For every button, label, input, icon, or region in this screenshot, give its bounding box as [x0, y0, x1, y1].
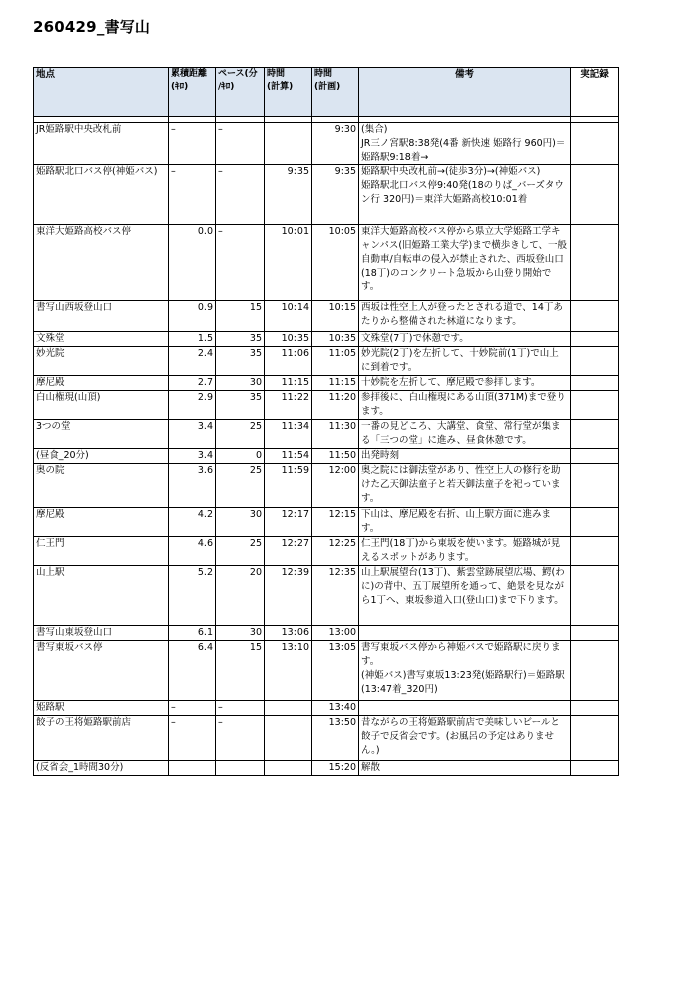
cell-time-planned: 11:30 [312, 420, 359, 449]
cell-actual-record [571, 701, 619, 716]
cell-actual-record [571, 301, 619, 332]
cell-place: 東洋大姫路高校バス停 [34, 225, 169, 301]
cell-actual-record [571, 761, 619, 776]
cell-distance: 0.9 [169, 301, 216, 332]
table-row [34, 641, 619, 701]
header-pace: ペース(分 /ｷﾛ) [216, 68, 265, 117]
cell-time-calculated [265, 761, 312, 776]
table-row [34, 301, 619, 332]
cell-notes: 一番の見どころ、大講堂、食堂、常行堂が集まる「三つの堂」に進み、昼食休憩です。 [359, 420, 571, 449]
cell-pace: 15 [216, 641, 265, 701]
cell-distance: 3.6 [169, 464, 216, 508]
cell-notes: 山上駅展望台(13丁)、紫雲堂跡展望広場、鰐(わに)の背中、五丁展望所を通って、絶景を見ながら1丁へ、東坂参道入口(登山口)まで下ります。 [359, 566, 571, 626]
cell-actual-record [571, 225, 619, 301]
table-row [34, 449, 619, 464]
cell-place: 仁王門 [34, 537, 169, 566]
document-title: 260429_書写山 [33, 18, 151, 36]
cell-time-calculated: 12:39 [265, 566, 312, 626]
cell-time-planned: 13:50 [312, 716, 359, 761]
cell-distance: 3.4 [169, 420, 216, 449]
cell-actual-record [571, 537, 619, 566]
table-row [34, 225, 619, 301]
cell-actual-record [571, 332, 619, 347]
cell-distance: 3.4 [169, 449, 216, 464]
cell-actual-record [571, 123, 619, 165]
cell-distance: – [169, 716, 216, 761]
table-row [34, 508, 619, 537]
cell-place: 白山権現(山頂) [34, 391, 169, 420]
cell-pace: 0 [216, 449, 265, 464]
cell-pace: 30 [216, 508, 265, 537]
cell-actual-record [571, 391, 619, 420]
cell-time-calculated [265, 701, 312, 716]
cell-pace: – [216, 716, 265, 761]
table-row [34, 332, 619, 347]
cell-distance: 2.4 [169, 347, 216, 376]
cell-place: 摩尼殿 [34, 508, 169, 537]
cell-pace: 25 [216, 464, 265, 508]
table-row [34, 165, 619, 225]
cell-actual-record [571, 641, 619, 701]
cell-place: 書写東坂バス停 [34, 641, 169, 701]
cell-time-calculated: 11:15 [265, 376, 312, 391]
cell-distance: 1.5 [169, 332, 216, 347]
table-row [34, 761, 619, 776]
cell-notes: (集合) JR三ノ宮駅8:38発(4番 新快速 姫路行 960円)＝姫路駅9:18着→ [359, 123, 571, 165]
cell-place: 書写山東坂登山口 [34, 626, 169, 641]
cell-time-planned: 10:15 [312, 301, 359, 332]
cell-pace: 30 [216, 376, 265, 391]
cell-place: 3つの堂 [34, 420, 169, 449]
cell-notes: 参拝後に、白山権現にある山頂(371M)まで登ります。 [359, 391, 571, 420]
cell-notes: 十妙院を左折して、摩尼殿で参拝します。 [359, 376, 571, 391]
cell-place: 姫路駅 [34, 701, 169, 716]
cell-pace: 25 [216, 537, 265, 566]
cell-time-planned: 15:20 [312, 761, 359, 776]
cell-time-calculated: 11:59 [265, 464, 312, 508]
table-row [34, 420, 619, 449]
cell-actual-record [571, 165, 619, 225]
cell-notes: 東洋大姫路高校バス停から県立大学姫路工学キャンパス(旧姫路工業大学)まで横歩きして、一般自動車/自転車の侵入が禁止された、西坂登山口(18丁)のコンクリート急坂から山登り開始です。 [359, 225, 571, 301]
cell-notes: 書写東坂バス停から神姫バスで姫路駅に戻ります。 (神姫バス)書写東坂13:23発(姫路駅行)＝姫路駅(13:47着_320円) [359, 641, 571, 701]
table-row [34, 123, 619, 165]
schedule-table [33, 67, 619, 776]
cell-place: JR姫路駅中央改札前 [34, 123, 169, 165]
cell-actual-record [571, 449, 619, 464]
cell-place: 妙光院 [34, 347, 169, 376]
cell-time-calculated: 11:22 [265, 391, 312, 420]
cell-place: (反省会_1時間30分) [34, 761, 169, 776]
header-place: 地点 [34, 68, 169, 117]
cell-actual-record [571, 566, 619, 626]
cell-pace [216, 761, 265, 776]
cell-pace: 35 [216, 332, 265, 347]
cell-time-planned: 12:25 [312, 537, 359, 566]
table-row [34, 347, 619, 376]
cell-place: 文殊堂 [34, 332, 169, 347]
table-row [34, 566, 619, 626]
cell-distance: 2.7 [169, 376, 216, 391]
cell-place: 奥の院 [34, 464, 169, 508]
table-row [34, 464, 619, 508]
cell-time-planned: 11:15 [312, 376, 359, 391]
cell-notes [359, 626, 571, 641]
cell-notes: 西坂は性空上人が登ったとされる道で、14丁あたりから整備された林道になります。 [359, 301, 571, 332]
cell-actual-record [571, 464, 619, 508]
cell-actual-record [571, 716, 619, 761]
cell-notes: 解散 [359, 761, 571, 776]
cell-pace: – [216, 165, 265, 225]
cell-place: 姫路駅北口バス停(神姫バス) [34, 165, 169, 225]
header-time-calculated: 時間 (計算) [265, 68, 312, 117]
cell-pace: – [216, 123, 265, 165]
cell-distance: – [169, 123, 216, 165]
cell-notes: 出発時刻 [359, 449, 571, 464]
cell-notes: 仁王門(18丁)から東坂を使います。姫路城が見えるスポットがあります。 [359, 537, 571, 566]
cell-time-planned: 11:05 [312, 347, 359, 376]
cell-time-planned: 10:35 [312, 332, 359, 347]
cell-pace: 20 [216, 566, 265, 626]
cell-pace: 30 [216, 626, 265, 641]
cell-time-calculated [265, 716, 312, 761]
header-notes: 備考 [359, 68, 571, 117]
cell-distance: 0.0 [169, 225, 216, 301]
cell-actual-record [571, 376, 619, 391]
cell-actual-record [571, 347, 619, 376]
cell-time-planned: 13:05 [312, 641, 359, 701]
cell-notes: 奥之院には御法堂があり、性空上人の修行を助けた乙天御法童子と若天御法童子を祀っています。 [359, 464, 571, 508]
cell-distance: – [169, 701, 216, 716]
cell-pace: 35 [216, 347, 265, 376]
cell-time-calculated: 10:01 [265, 225, 312, 301]
cell-pace: – [216, 701, 265, 716]
cell-time-planned: 12:00 [312, 464, 359, 508]
cell-time-calculated: 9:35 [265, 165, 312, 225]
cell-distance: 6.4 [169, 641, 216, 701]
cell-place: (昼食_20分) [34, 449, 169, 464]
cell-actual-record [571, 420, 619, 449]
cell-distance [169, 761, 216, 776]
cell-time-calculated: 11:06 [265, 347, 312, 376]
cell-notes: 姫路駅中央改札前→(徒歩3分)→(神姫バス) 姫路駅北口バス停9:40発(18のりば_バーズタウン行 320円)＝東洋大姫路高校10:01着 [359, 165, 571, 225]
header-time-planned: 時間 (計画) [312, 68, 359, 117]
cell-pace: 15 [216, 301, 265, 332]
schedule-body [34, 117, 619, 776]
cell-actual-record [571, 626, 619, 641]
cell-distance: 5.2 [169, 566, 216, 626]
table-row [34, 701, 619, 716]
cell-place: 餃子の王将姫路駅前店 [34, 716, 169, 761]
table-row [34, 376, 619, 391]
cell-time-planned: 11:50 [312, 449, 359, 464]
cell-time-planned: 11:20 [312, 391, 359, 420]
cell-notes: 妙光院(2丁)を左折して、十妙院前(1丁)で山上に到着です。 [359, 347, 571, 376]
cell-distance: 4.2 [169, 508, 216, 537]
cell-time-calculated: 13:10 [265, 641, 312, 701]
cell-time-planned: 10:05 [312, 225, 359, 301]
header-distance: 累積距離 (ｷﾛ) [169, 68, 216, 117]
header-actual-record: 実記録 [571, 68, 619, 117]
cell-actual-record [571, 508, 619, 537]
table-row [34, 626, 619, 641]
cell-place: 書写山西坂登山口 [34, 301, 169, 332]
cell-pace: – [216, 225, 265, 301]
cell-time-calculated: 11:34 [265, 420, 312, 449]
cell-place: 山上駅 [34, 566, 169, 626]
cell-notes [359, 701, 571, 716]
cell-distance: 6.1 [169, 626, 216, 641]
cell-time-planned: 9:35 [312, 165, 359, 225]
table-row [34, 537, 619, 566]
cell-time-calculated: 12:27 [265, 537, 312, 566]
cell-time-calculated: 13:06 [265, 626, 312, 641]
cell-notes: 下山は、摩尼殿を右折、山上駅方面に進みます。 [359, 508, 571, 537]
cell-notes: 昔ながらの王将姫路駅前店で美味しいビールと餃子で反省会です。(お風呂の予定はありません。) [359, 716, 571, 761]
cell-place: 摩尼殿 [34, 376, 169, 391]
cell-pace: 35 [216, 391, 265, 420]
cell-time-planned: 12:15 [312, 508, 359, 537]
cell-time-planned: 12:35 [312, 566, 359, 626]
cell-distance: 2.9 [169, 391, 216, 420]
cell-time-planned: 13:00 [312, 626, 359, 641]
cell-notes: 文殊堂(7丁)で休憩です。 [359, 332, 571, 347]
cell-time-calculated: 12:17 [265, 508, 312, 537]
table-row [34, 716, 619, 761]
cell-distance: – [169, 165, 216, 225]
cell-time-calculated [265, 123, 312, 165]
header-row [34, 68, 619, 117]
cell-time-calculated: 11:54 [265, 449, 312, 464]
cell-time-planned: 13:40 [312, 701, 359, 716]
cell-pace: 25 [216, 420, 265, 449]
cell-time-calculated: 10:14 [265, 301, 312, 332]
cell-time-planned: 9:30 [312, 123, 359, 165]
table-row [34, 391, 619, 420]
cell-time-calculated: 10:35 [265, 332, 312, 347]
cell-distance: 4.6 [169, 537, 216, 566]
